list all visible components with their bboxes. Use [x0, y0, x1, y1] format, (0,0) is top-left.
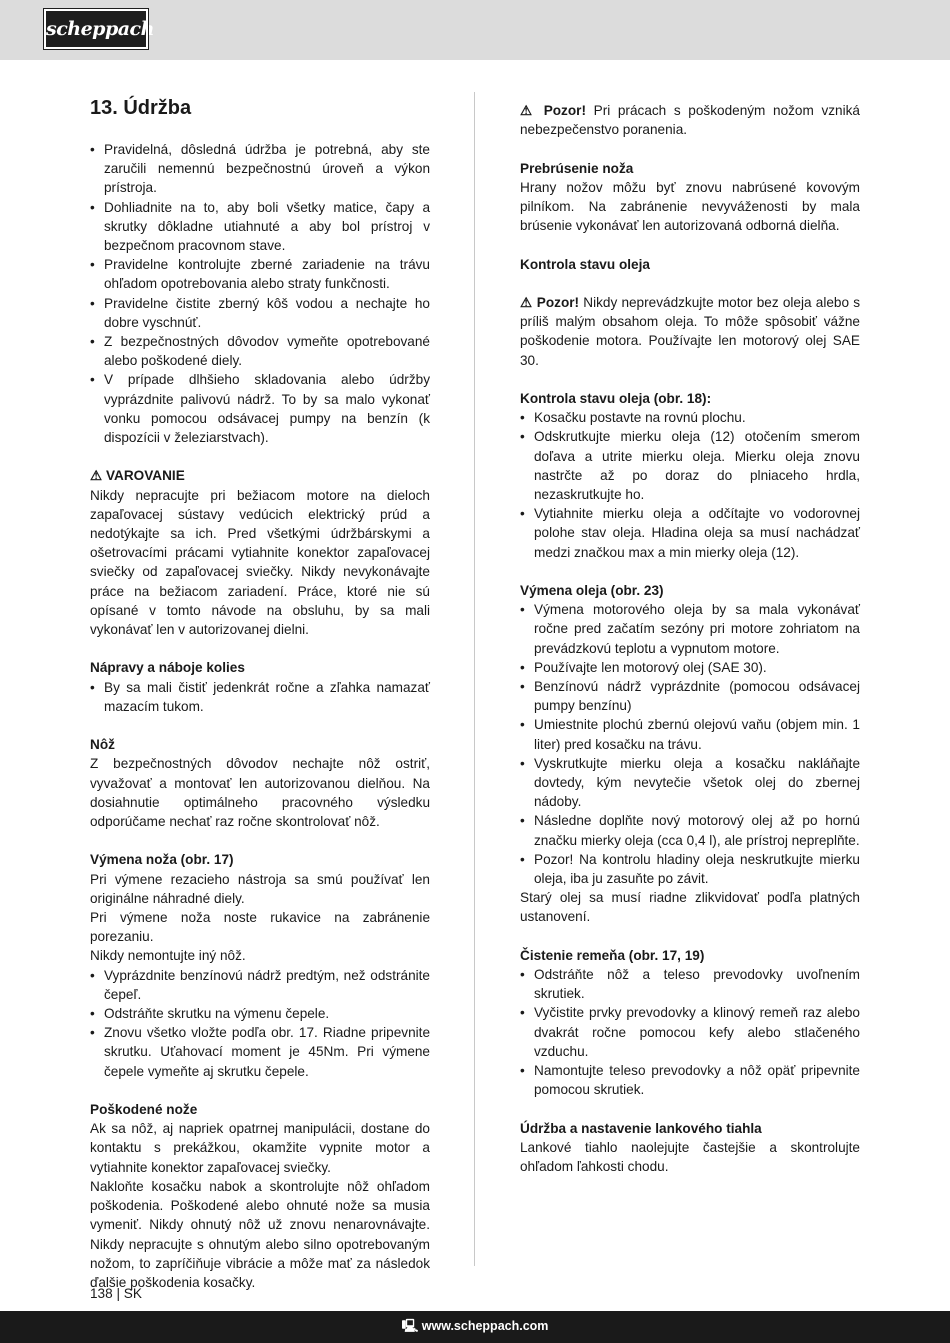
caution-icon: ⚠ — [520, 103, 537, 118]
section-title: 13. Údržba — [90, 97, 192, 119]
list-item: • Kosačku postavte na rovnú plochu. — [520, 408, 860, 427]
oil-check-heading: Kontrola stavu oleja (obr. 18): — [520, 390, 712, 406]
list-item: • Znovu všetko vložte podľa obr. 17. Riadne pripevnite skrutku. Uťahovací moment je 45Nm. Pri výmene čepele vymeňte aj skrutku čepele. — [90, 1023, 430, 1081]
list-item: • Následne doplňte nový motorový olej až po hornú značku mierky oleja (cca 0,4 l), ale prístroj nepreplňte. — [520, 811, 860, 849]
list-item: • Namontujte teleso prevodovky a nôž opäť pripevnite pomocou skrutiek. — [520, 1061, 860, 1099]
knife-change-p3: Nikdy nemontujte iný nôž. — [90, 948, 246, 964]
list-item: • Odstráňte nôž a teleso prevodovky uvoľnením skrutiek. — [520, 965, 860, 1003]
list-item: • Používajte len motorový olej (SAE 30). — [520, 658, 860, 677]
oil-change-after: Starý olej sa musí riadne zlikvidovať podľa platných ustanovení. — [520, 890, 860, 925]
caution-1-label: Pozor! — [543, 103, 586, 118]
list-item: • Vyskrutkujte mierku oleja a kosačku nakláňajte dovtedy, kým nevytečie všetok olej do zbernej nádoby. — [520, 754, 860, 812]
list-item: • Dohliadnite na to, aby boli všetky matice, čapy a skrutky dôkladne utiahnuté a aby bol prístroj v bezpečnom pracovnom stave. — [90, 198, 430, 256]
list-item: • V prípade dlhšieho skladovania alebo údržby vyprázdnite palivovú nádrž. To by sa malo vykonať vonku pomocou odsávacej pumpy na benzín (k dispozícii v železiarstvach). — [90, 370, 430, 447]
caution-2-text: Nikdy neprevádzkujte motor bez oleja alebo s príliš malým obsahom oleja. To môže spôsobiť vážne poškodenie motora. Používajte len motorový olej SAE 30. — [520, 294, 860, 368]
page-number: 138 | SK — [90, 1286, 142, 1301]
right-column — [520, 101, 860, 1176]
list-item: • Benzínovú nádrž vyprázdnite (pomocou odsávacej pumpy benzínu) — [520, 677, 860, 715]
list-item: • Vyprázdnite benzínovú nádrž predtým, než odstránite čepeľ. — [90, 966, 430, 1004]
list-item: • Výmena motorového oleja by sa mala vykonávať ročne pred začatím sezóny pri motore zohriatom na prevádzkovú teplotu a vypnutom motore. — [520, 600, 860, 658]
cable-heading: Údržba a nastavenie lankového tiahla — [520, 1120, 762, 1136]
list-item: • Umiestnite plochú zbernú olejovú vaňu (objem min. 1 liter) pred kosačku na trávu. — [520, 715, 860, 753]
intro-list — [90, 140, 430, 447]
left-column — [90, 96, 430, 1292]
cable-text: Lankové tiahlo naolejujte častejšie a skontrolujte ohľadom ľahkosti chodu. — [520, 1139, 860, 1175]
list-item: • Vytiahnite mierku oleja a odčítajte vo vodorovnej polohe stav oleja. Hladina oleja sa musí nachádzať medzi značkou max a min mierky oleja (12). — [520, 504, 860, 562]
knife-text: Z bezpečnostných dôvodov nechajte nôž ostriť, vyvažovať a montovať len autorizovanou dielňou. Na dosiahnutie optimálneho pracovného výsledku odporúčame nechať raz ročne skontrolovať nôž. — [90, 756, 430, 830]
knife-change-list — [90, 966, 430, 1081]
knife-change-p2: Pri výmene noža noste rukavice na zabránenie porezaniu. — [90, 910, 430, 945]
list-item: • Odstráňte skrutku na výmenu čepele. — [90, 1004, 430, 1023]
oil-change-list — [520, 600, 860, 888]
axles-heading: Nápravy a náboje kolies — [90, 660, 245, 676]
sharpen-text: Hrany nožov môžu byť znovu nabrúsené kovovým pilníkom. Na zabránenie nevyváženosti by mala brúsenie vykonávať len autorizovaná odborná dielňa. — [520, 179, 860, 234]
belt-list — [520, 965, 860, 1099]
knife-change-heading: Výmena noža (obr. 17) — [90, 852, 234, 868]
warning-heading — [90, 466, 430, 485]
list-item: • By sa mali čistiť jedenkrát ročne a zľahka namazať mazacím tukom. — [90, 678, 430, 716]
list-item: • Pravidelne čistite zberný kôš vodou a nechajte ho dobre vyschnúť. — [90, 294, 430, 332]
oil-check-list — [520, 408, 860, 562]
column-divider — [474, 92, 475, 1266]
header-bar — [0, 0, 950, 60]
list-item: • Pravidelná, dôsledná údržba je potrebná, aby ste zaručili nemennú bezpečnostnú úroveň a výkon prístroja. — [90, 140, 430, 198]
warning-text: Nikdy nepracujte pri bežiacom motore na dieloch zapaľovacej sústavy vedúcich elektrický prúd a nedotýkajte sa ich. Pred všetkými údržbárskymi a ošetrovacími prácami vytiahnite konektor zapaľovacej sviečky od zapaľovacej sviečky. Nikdy nevykonávajte práce na bežiacom zariadení. Práce, ktoré nie sú opísané v tomto návode na obsluhu, by sa mali vykonávať len v autorizovanej dielni. — [90, 487, 430, 638]
knife-change-p1: Pri výmene rezacieho nástroja sa smú používať len originálne náhradné diely. — [90, 871, 430, 906]
damaged-p1: Ak sa nôž, aj napriek opatrnej manipulácii, dostane do kontaktu s prekážkou, okamžite vypnite motor a vytiahnite konektor zapaľovacej sviečky. — [90, 1121, 430, 1175]
caution-icon: ⚠ — [520, 294, 533, 310]
damaged-heading: Poškodené nože — [90, 1102, 198, 1118]
list-item: • Odskrutkujte mierku oleja (12) otočením smerom doľava a utrite mierku oleja. Mierku oleja znovu nastrčte až po doraz do plniaceho hrdla, nezaskrutkujte ho. — [520, 427, 860, 504]
list-item: • Pozor! Na kontrolu hladiny oleja neskrutkujte mierku oleja, iba ju zasuňte po závit. — [520, 850, 860, 888]
oil-change-heading: Výmena oleja (obr. 23) — [520, 583, 664, 598]
axles-list — [90, 678, 430, 716]
list-item: • Pravidelne kontrolujte zberné zariadenie na trávu ohľadom opotrebovania alebo straty funkčnosti. — [90, 255, 430, 293]
caution-2 — [520, 293, 860, 370]
warning-icon: ⚠ — [90, 468, 103, 484]
caution-1 — [520, 101, 860, 139]
footer-bar — [0, 1311, 950, 1343]
caution-2-label: Pozor! — [536, 294, 580, 310]
belt-heading: Čistenie remeňa (obr. 17, 19) — [520, 947, 705, 963]
caution-1-text: Pri prácach s poškodeným nožom vzniká nebezpečenstvo poranenia. — [520, 103, 860, 138]
website-link[interactable]: www.scheppach.com — [421, 1319, 549, 1333]
knife-heading: Nôž — [90, 737, 115, 753]
scheppach-logo: scheppach — [44, 9, 148, 49]
computer-icon: 🖳 — [401, 1319, 419, 1333]
list-item: • Z bezpečnostných dôvodov vymeňte opotrebované alebo poškodené diely. — [90, 332, 430, 370]
oil-level-heading: Kontrola stavu oleja — [520, 256, 650, 272]
list-item: • Vyčistite prvky prevodovky a klinový remeň raz alebo dvakrát ročne pomocou kefy alebo stlačeného vzduchu. — [520, 1003, 860, 1061]
warning-title: VAROVANIE — [105, 468, 185, 484]
damaged-p2: Nakloňte kosačku nabok a skontrolujte nôž ohľadom poškodenia. Poškodené alebo ohnuté nože sa musia vymeniť. Nikdy ohnutý nôž už znovu nenarovnávajte. Nikdy nepracujte s ohnutým alebo silno opotrebovaným nožom, to zapríčiňuje vibrácie a môže mať za následok ďalšie poškodenia kosačky. — [90, 1178, 430, 1290]
sharpen-heading: Prebrúsenie noža — [520, 160, 634, 176]
